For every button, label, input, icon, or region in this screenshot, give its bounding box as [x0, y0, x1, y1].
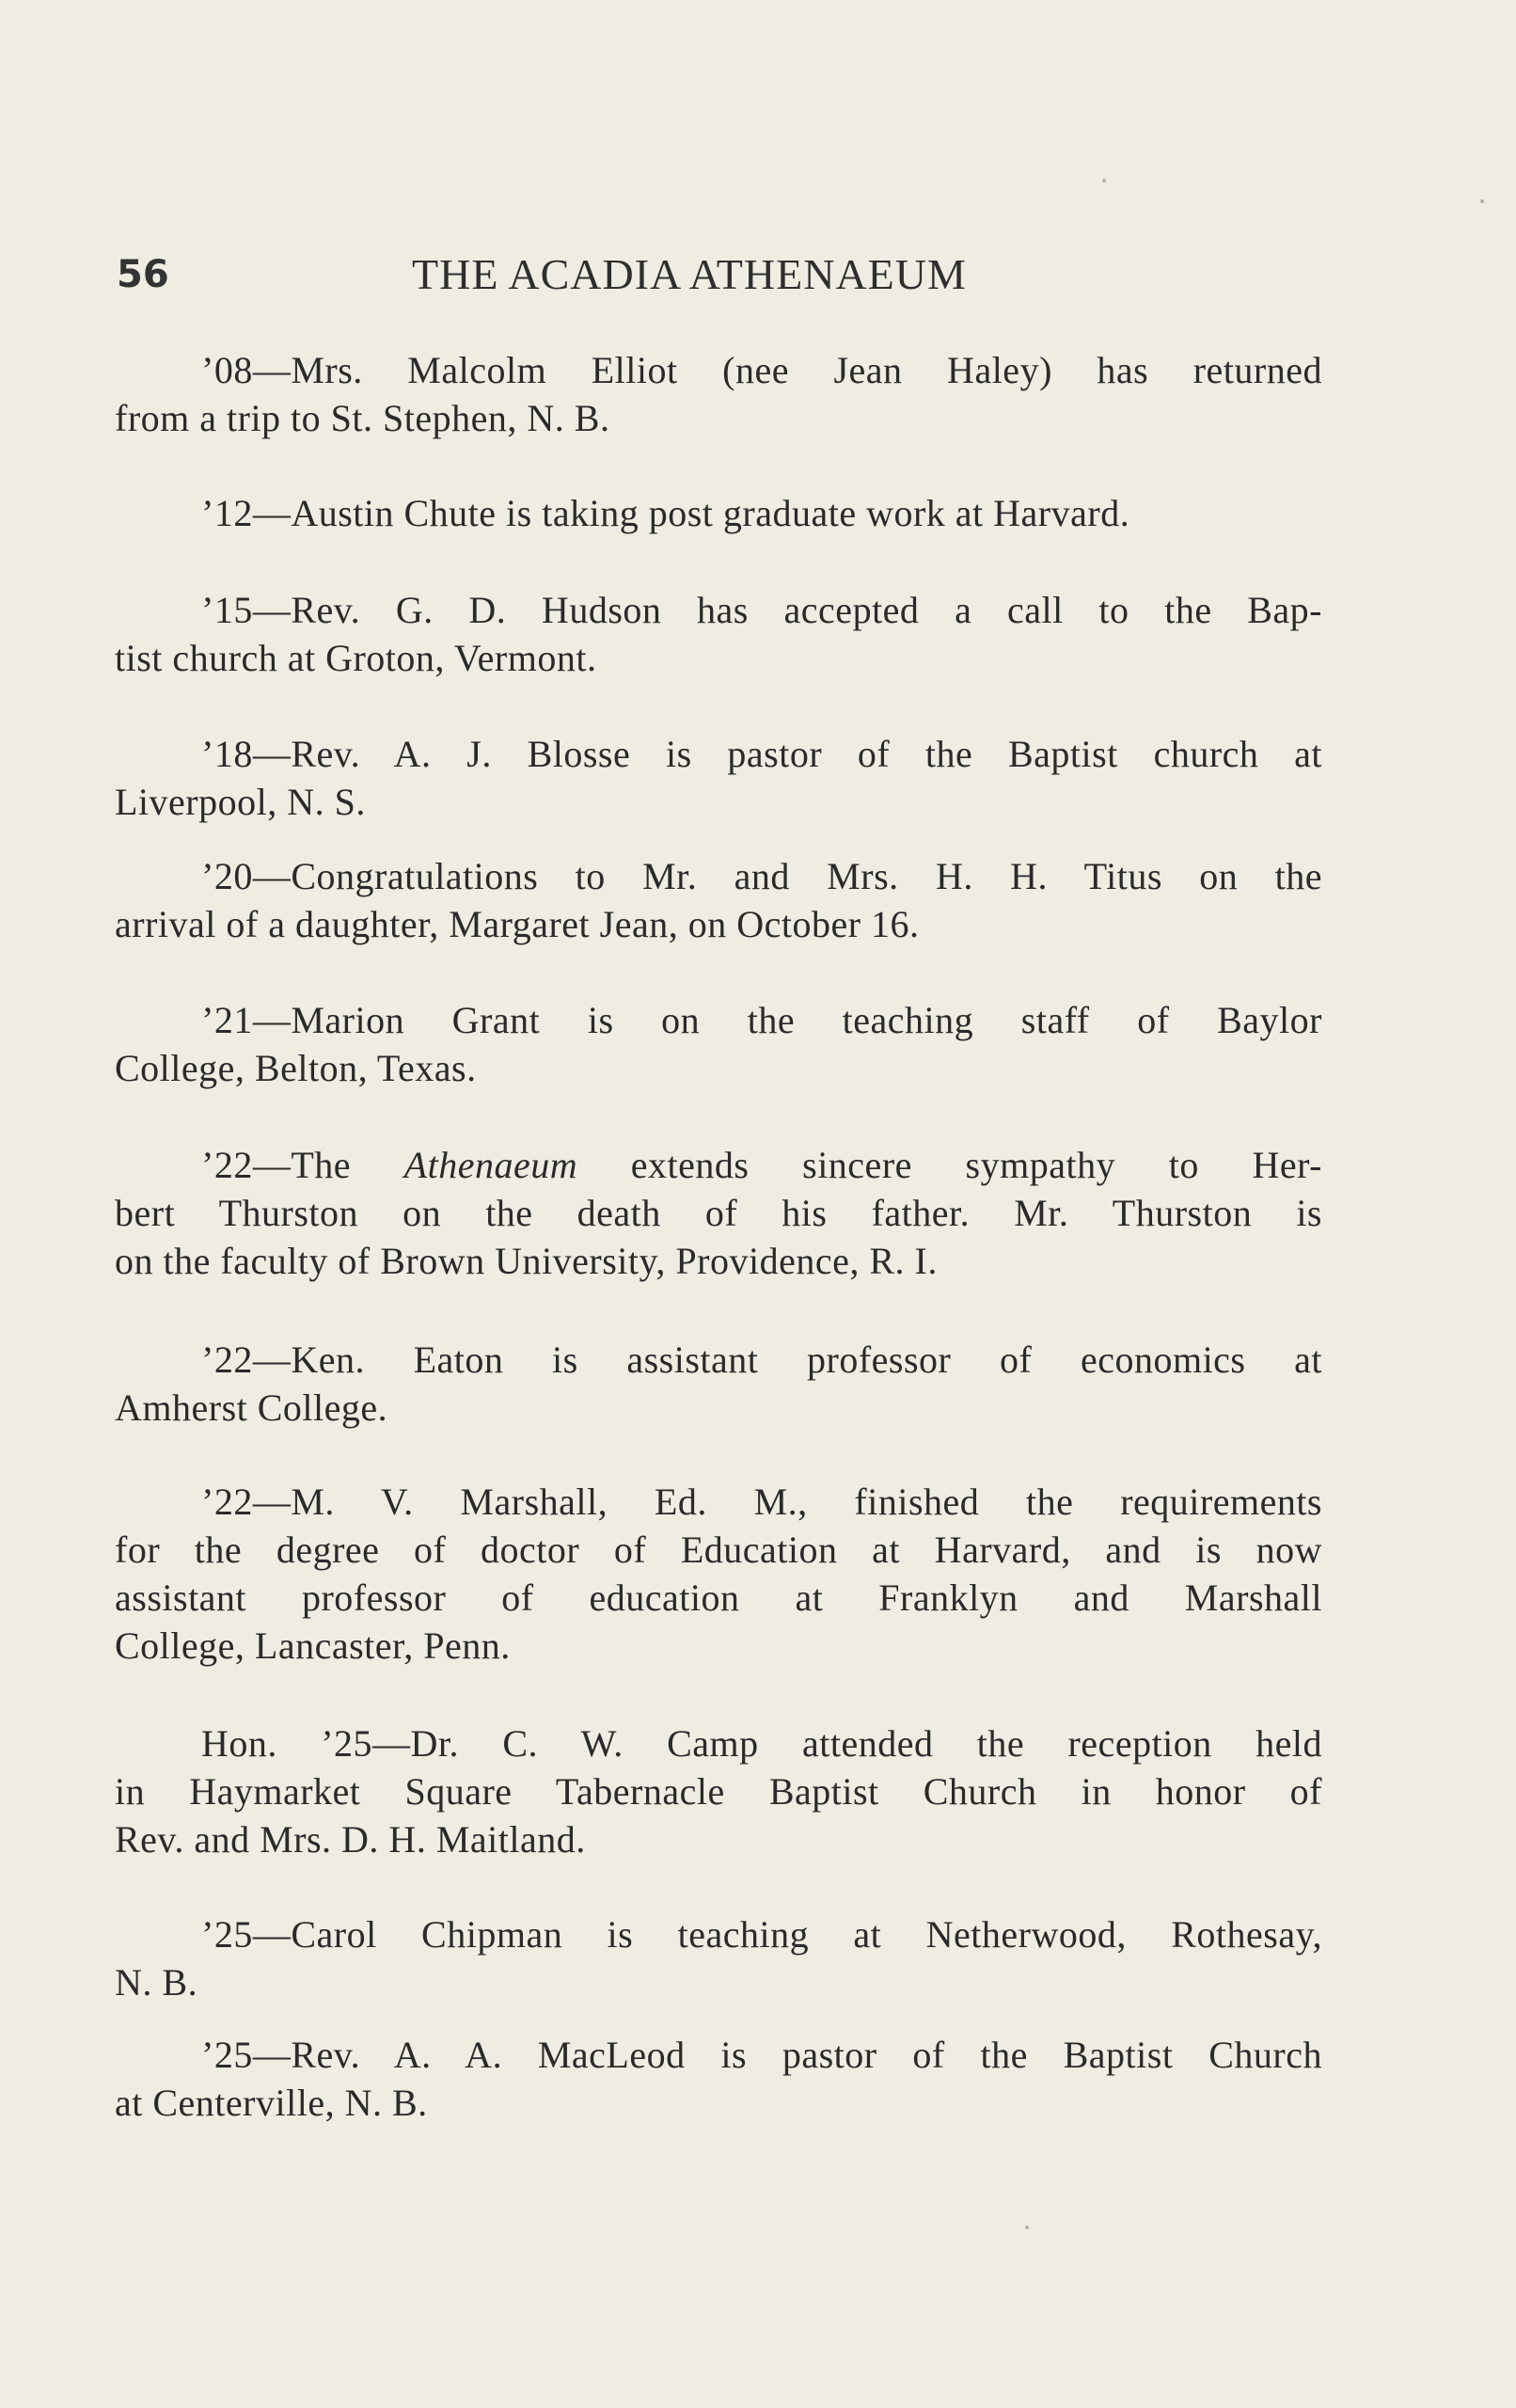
text-line: arrival of a daughter, Margaret Jean, on October 16.	[115, 903, 920, 945]
text-line: ’22—M. V. Marshall, Ed. M., finished the requirements	[201, 1481, 1322, 1523]
text-line	[115, 1141, 1322, 1189]
text-line: Liverpool, N. S.	[115, 781, 366, 823]
text-line: Rev. and Mrs. D. H. Maitland.	[115, 1818, 586, 1861]
text-line: College, Lancaster, Penn.	[115, 1624, 511, 1667]
publication-name: Athenaeum	[403, 1144, 578, 1186]
text-line: Amherst College.	[115, 1386, 388, 1429]
text-line: ’21—Marion Grant is on the teaching staff of Baylor	[201, 999, 1322, 1041]
text-line: ’12—Austin Chute is taking post graduate work at Harvard.	[201, 492, 1130, 534]
page-number: 56	[117, 253, 169, 296]
text-line: ’18—Rev. A. J. Blosse is pastor of the Baptist church at	[201, 733, 1322, 775]
text-line: ’22—Ken. Eaton is assistant professor of economics at	[201, 1339, 1322, 1381]
paper-speck	[1025, 2226, 1029, 2229]
text-line: on the faculty of Brown University, Providence, R. I.	[115, 1240, 938, 1282]
text-line: bert Thurston on the death of his father. Mr. Thurston is	[115, 1192, 1322, 1234]
page-header	[117, 246, 1057, 303]
text-line: ’25—Carol Chipman is teaching at Netherwood, Rothesay,	[201, 1913, 1322, 1956]
alumni-note-entry	[115, 1910, 1322, 2006]
text-line: ’25—Rev. A. A. MacLeod is pastor of the Baptist Church	[201, 2034, 1322, 2076]
alumni-note-entry	[115, 1336, 1322, 1432]
text-line: ’20—Congratulations to Mr. and Mrs. H. H. Titus on the	[201, 855, 1322, 897]
text-line: assistant professor of education at Franklyn and Marshall	[115, 1576, 1322, 1619]
text-line: in Haymarket Square Tabernacle Baptist Church in honor of	[115, 1770, 1322, 1813]
alumni-note-entry	[115, 996, 1322, 1092]
text-line: at Centerville, N. B.	[115, 2082, 428, 2124]
alumni-note-entry	[115, 489, 1322, 537]
running-head-title: THE ACADIA ATHENAEUM	[412, 250, 967, 298]
alumni-note-entry	[115, 1719, 1322, 1863]
alumni-note-entry	[115, 2031, 1322, 2127]
text-segment: ’22—The	[201, 1144, 404, 1186]
text-line: for the degree of doctor of Education at Harvard, and is now	[115, 1529, 1322, 1571]
alumni-note-entry	[115, 1478, 1322, 1670]
alumni-note-entry	[115, 346, 1322, 442]
text-line: College, Belton, Texas.	[115, 1047, 477, 1089]
alumni-note-entry	[115, 852, 1322, 948]
alumni-note-entry	[115, 1141, 1322, 1285]
text-line: tist church at Groton, Vermont.	[115, 637, 597, 679]
text-line: ’08—Mrs. Malcolm Elliot (nee Jean Haley) has returned	[201, 349, 1322, 391]
text-segment: extends sincere sympathy to Her-	[577, 1144, 1322, 1186]
alumni-note-entry	[115, 730, 1322, 826]
text-line: from a trip to St. Stephen, N. B.	[115, 397, 610, 439]
text-line: Hon. ’25—Dr. C. W. Camp attended the reception held	[201, 1722, 1322, 1765]
text-line: N. B.	[115, 1961, 198, 2004]
alumni-note-entry	[115, 586, 1322, 682]
paper-speck	[1480, 199, 1484, 203]
text-line: ’15—Rev. G. D. Hudson has accepted a call to the Bap-	[201, 589, 1322, 631]
paper-speck	[1102, 179, 1106, 182]
